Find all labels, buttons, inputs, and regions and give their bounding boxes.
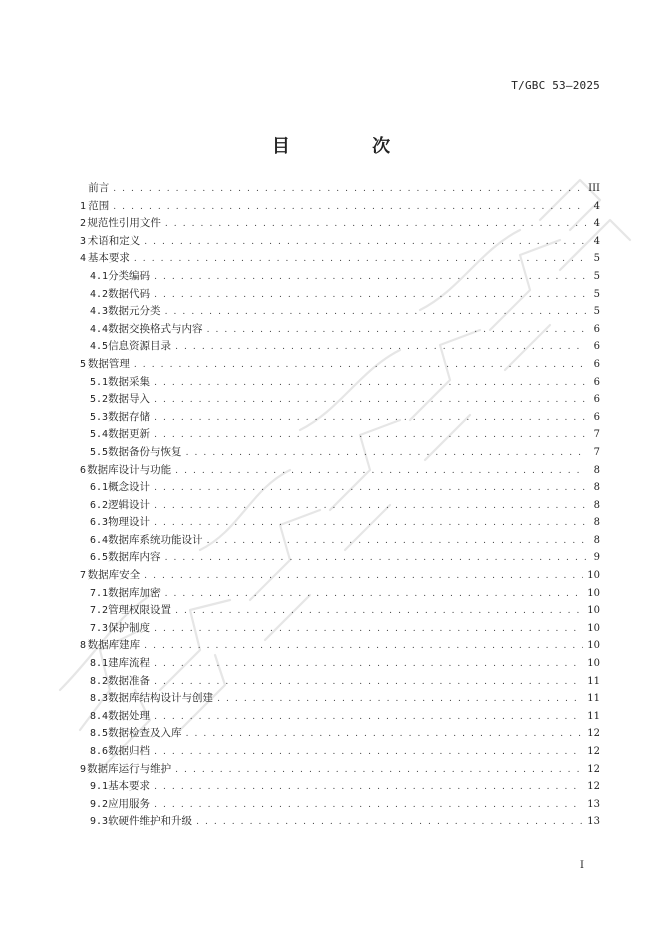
toc-entry-page: 10 <box>587 640 600 652</box>
toc-entry-label: 数据管理 <box>87 357 130 370</box>
toc-entry[interactable] <box>80 338 600 356</box>
toc-entry-number: 8.6 <box>90 746 109 757</box>
toc-dot-leader <box>217 691 583 709</box>
toc-entry[interactable] <box>80 690 600 708</box>
toc-entry-number: 7.2 <box>90 605 109 617</box>
toc-entry-page: 6 <box>593 323 600 335</box>
toc-entry-number: 5 <box>80 358 87 370</box>
toc-entry[interactable] <box>80 444 600 462</box>
toc-entry-number: 9.1 <box>90 781 109 793</box>
toc-dot-leader <box>154 674 583 692</box>
toc-entry[interactable] <box>80 497 600 515</box>
toc-entry-page: 7 <box>593 429 600 441</box>
toc-entry-page: 10 <box>587 570 600 582</box>
toc-entry-number: 6.1 <box>90 482 109 494</box>
toc-dot-leader <box>175 762 583 780</box>
toc-entry-label: 管理权限设置 <box>108 604 172 617</box>
toc-entry[interactable] <box>80 725 600 743</box>
toc-entry-label: 数据库内容 <box>108 551 161 564</box>
toc-entry-label: 数据元分类 <box>108 305 161 318</box>
toc-entry[interactable] <box>80 567 600 585</box>
toc-dot-leader <box>207 322 586 340</box>
toc-entry-label: 分类编码 <box>108 269 151 282</box>
toc-entry-number: 4.1 <box>90 270 109 282</box>
toc-dot-leader <box>144 638 583 656</box>
toc-dot-leader <box>165 550 586 568</box>
toc-dot-leader <box>154 515 586 533</box>
toc-entry-label: 数据导入 <box>108 393 151 406</box>
toc-entry-label: 数据库建库 <box>87 639 141 652</box>
toc-entry-number: 4 <box>80 253 87 265</box>
toc-entry-label: 数据代码 <box>108 287 151 300</box>
toc-entry[interactable] <box>80 673 600 691</box>
toc-entry[interactable] <box>80 813 600 831</box>
toc-entry-number: 4.4 <box>90 323 109 335</box>
toc-entry[interactable] <box>80 796 600 814</box>
toc-entry-label: 应用服务 <box>108 797 151 810</box>
toc-entry-label: 软硬件维护和升级 <box>108 815 193 828</box>
toc-dot-leader <box>154 656 583 674</box>
toc-entry-label: 数据库运行与维护 <box>87 762 172 775</box>
toc-entry-number: 8.4 <box>90 710 109 722</box>
toc-dot-leader <box>154 427 586 445</box>
toc-entry-number: 7.1 <box>90 587 109 599</box>
toc-entry-number: 6.5 <box>90 552 109 564</box>
toc-entry-page: 12 <box>587 728 600 740</box>
toc-entry-label: 信息资源目录 <box>108 340 172 353</box>
toc-entry-label: 规范性引用文件 <box>87 217 161 230</box>
toc-entry-label: 数据处理 <box>108 709 151 722</box>
toc-dot-leader <box>186 726 584 744</box>
toc-entry-label: 数据库安全 <box>87 569 141 582</box>
toc-entry-page: 10 <box>587 622 600 634</box>
toc-dot-leader <box>154 287 586 305</box>
toc-entry-label: 术语和定义 <box>87 234 141 247</box>
toc-entry-number: 5.3 <box>90 411 109 423</box>
toc-entry-label: 逻辑设计 <box>108 498 151 511</box>
toc-dot-leader <box>196 814 583 832</box>
toc-entry-page: 10 <box>587 605 600 617</box>
toc-entry[interactable] <box>80 778 600 796</box>
toc-entry[interactable] <box>80 268 600 286</box>
toc-entry-page: 4 <box>593 235 600 247</box>
toc-dot-leader <box>144 234 586 252</box>
toc-entry[interactable] <box>80 180 600 198</box>
toc-entry-label: 基本要求 <box>108 780 151 793</box>
toc-entry[interactable] <box>80 409 600 427</box>
toc-entry-number: 6.3 <box>90 517 109 529</box>
toc-entry-number: 7 <box>80 570 87 582</box>
toc-entry[interactable] <box>80 743 600 761</box>
toc-entry-page: 6 <box>593 358 600 370</box>
toc-entry-number: 9.3 <box>90 816 109 828</box>
toc-entry-number: 5.1 <box>90 376 109 388</box>
toc-entry-label: 前言 <box>88 182 110 194</box>
toc-entry-page: 8 <box>593 499 600 511</box>
toc-entry-label: 概念设计 <box>108 481 151 494</box>
toc-entry-label: 数据归档 <box>108 745 151 757</box>
toc-entry-number: 8 <box>80 640 87 652</box>
toc-entry-label: 数据库结构设计与创建 <box>108 692 214 705</box>
toc-entry-label: 基本要求 <box>87 252 130 265</box>
toc-entry[interactable] <box>80 514 600 532</box>
toc-entry[interactable] <box>80 286 600 304</box>
toc-entry-page: 6 <box>593 376 600 388</box>
toc-entry-label: 数据存储 <box>108 410 151 423</box>
toc-entry-label: 范围 <box>88 199 110 212</box>
toc-entry-number: 5.2 <box>90 394 109 406</box>
toc-entry[interactable] <box>80 479 600 497</box>
toc-entry-page: 4 <box>593 218 600 230</box>
toc-entry-page: 12 <box>587 763 600 775</box>
toc-entry-page: 10 <box>587 587 600 599</box>
toc-dot-leader <box>113 181 584 199</box>
toc-dot-leader <box>154 744 583 762</box>
toc-entry-page: 8 <box>593 464 600 476</box>
standard-code: T/GBC 53—2025 <box>511 79 600 92</box>
toc-entry-page: 8 <box>593 534 600 546</box>
toc-entry[interactable] <box>80 303 600 321</box>
toc-entry[interactable] <box>80 620 600 638</box>
toc-dot-leader <box>175 339 586 357</box>
toc-dot-leader <box>154 621 583 639</box>
toc-entry-label: 数据准备 <box>108 674 151 687</box>
toc-entry-page: 11 <box>587 710 600 722</box>
toc-entry[interactable] <box>80 602 600 620</box>
toc-entry[interactable] <box>80 585 600 603</box>
toc-entry-page: 12 <box>587 746 600 757</box>
toc-entry-page: 9 <box>593 552 600 564</box>
toc-entry[interactable] <box>80 637 600 655</box>
toc-dot-leader <box>134 357 586 375</box>
toc-dot-leader <box>154 410 586 428</box>
toc-entry-page: 11 <box>587 693 600 705</box>
toc-entry-number: 8.1 <box>90 658 109 670</box>
toc-dot-leader <box>154 392 586 410</box>
toc-entry[interactable] <box>80 549 600 567</box>
toc-entry-label: 数据备份与恢复 <box>108 445 182 458</box>
toc-dot-leader <box>175 603 583 621</box>
toc-entry-page: III <box>588 183 600 194</box>
table-of-contents <box>80 180 600 831</box>
toc-entry-number: 8.3 <box>90 693 109 705</box>
toc-entry-label: 数据采集 <box>108 375 151 388</box>
toc-entry-page: 5 <box>593 270 600 282</box>
page-number: I <box>580 860 584 871</box>
toc-entry-label: 数据库设计与功能 <box>87 463 172 476</box>
toc-entry-number: 4.5 <box>90 341 109 353</box>
toc-entry-page: 6 <box>593 411 600 423</box>
toc-entry-number: 8.5 <box>90 728 109 740</box>
toc-entry[interactable] <box>80 655 600 673</box>
toc-entry[interactable] <box>80 321 600 339</box>
toc-entry-number: 6.4 <box>90 534 109 546</box>
toc-entry-label: 数据检查及入库 <box>108 727 182 740</box>
toc-entry-label: 建库流程 <box>108 657 151 670</box>
toc-entry-page: 13 <box>587 798 600 810</box>
toc-dot-leader <box>154 797 583 815</box>
toc-entry-page: 5 <box>593 306 600 318</box>
toc-entry-number: 6 <box>80 464 87 476</box>
toc-entry[interactable] <box>80 708 600 726</box>
toc-entry-label: 物理设计 <box>108 516 151 529</box>
page-title: 目 次 <box>271 136 429 157</box>
toc-entry-page: 8 <box>593 482 600 494</box>
toc-entry-number: 3 <box>80 235 87 247</box>
toc-dot-leader <box>154 709 583 727</box>
toc-entry-number: 9.2 <box>90 798 109 810</box>
toc-entry[interactable] <box>80 761 600 779</box>
toc-dot-leader <box>113 199 586 217</box>
toc-dot-leader <box>165 586 584 604</box>
toc-entry[interactable] <box>80 215 600 233</box>
toc-entry-number: 5.4 <box>90 429 109 441</box>
toc-entry-label: 数据更新 <box>108 428 151 441</box>
toc-entry-page: 13 <box>587 816 600 828</box>
toc-entry[interactable] <box>80 374 600 392</box>
toc-dot-leader <box>154 375 586 393</box>
toc-entry-number: 7.3 <box>90 622 109 634</box>
toc-entry-page: 6 <box>593 394 600 406</box>
toc-entry-number: 2 <box>80 218 87 230</box>
toc-entry-page: 12 <box>587 781 600 793</box>
toc-entry[interactable] <box>80 426 600 444</box>
toc-entry[interactable] <box>80 391 600 409</box>
toc-dot-leader <box>165 304 586 322</box>
toc-entry-page: 8 <box>593 517 600 529</box>
toc-entry-label: 数据库加密 <box>108 586 161 599</box>
toc-entry-page: 7 <box>593 446 600 458</box>
toc-dot-leader <box>144 568 583 586</box>
toc-entry-page: 10 <box>587 658 600 670</box>
toc-entry-page: 4 <box>593 200 600 212</box>
toc-dot-leader <box>175 463 586 481</box>
toc-entry-number: 6.2 <box>90 499 109 511</box>
toc-entry[interactable] <box>80 233 600 251</box>
toc-entry-label: 数据库系统功能设计 <box>108 533 203 546</box>
toc-entry-number: 4.2 <box>90 288 109 300</box>
toc-entry-page: 5 <box>593 253 600 265</box>
toc-entry-number: 1 <box>80 200 87 212</box>
toc-entry-page: 5 <box>593 288 600 300</box>
toc-entry-label: 数据交换格式与内容 <box>108 322 203 335</box>
toc-entry-number: 5.5 <box>90 446 109 458</box>
toc-entry-number: 9 <box>80 763 87 775</box>
toc-dot-leader <box>154 498 586 516</box>
toc-dot-leader <box>207 533 586 551</box>
toc-dot-leader <box>154 779 583 797</box>
toc-dot-leader <box>186 445 586 463</box>
toc-entry-page: 6 <box>593 341 600 353</box>
toc-entry[interactable] <box>80 532 600 550</box>
toc-entry[interactable] <box>80 250 600 268</box>
toc-dot-leader <box>154 480 586 498</box>
toc-entry[interactable] <box>80 462 600 480</box>
toc-dot-leader <box>134 251 586 269</box>
toc-dot-leader <box>165 216 586 234</box>
toc-entry[interactable] <box>80 356 600 374</box>
toc-entry-label: 保护制度 <box>108 621 151 634</box>
toc-dot-leader <box>154 269 586 287</box>
toc-entry-page: 11 <box>587 675 600 687</box>
toc-entry[interactable] <box>80 198 600 216</box>
toc-entry-number: 4.3 <box>90 306 109 318</box>
toc-entry-number: 8.2 <box>90 675 109 687</box>
